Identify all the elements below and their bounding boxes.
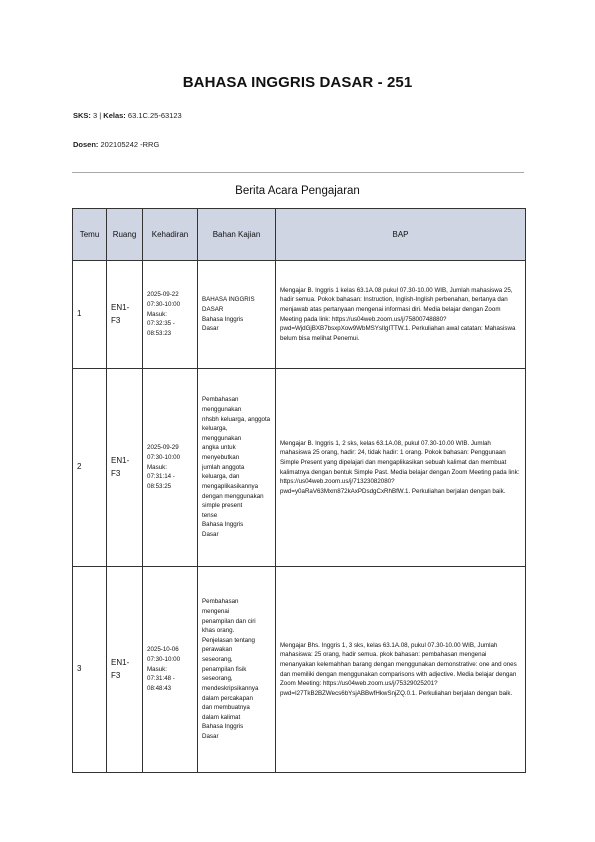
- cell-kehadiran-line: 07:32:35 -: [147, 320, 175, 328]
- cell-kehadiran-line: 2025-10-06: [147, 646, 179, 654]
- cell-bahan-kajian-line: penampilan dan ciri: [202, 617, 256, 625]
- cell-bahan-kajian-line: dengan menggunakan: [202, 492, 264, 500]
- cell-ruang: EN1-F3: [107, 567, 143, 773]
- sks-value: 3 |: [90, 111, 104, 120]
- cell-bahan-kajian-line: menyebutkan: [202, 454, 240, 462]
- cell-bahan-kajian-line: keluarga, dan: [202, 473, 240, 481]
- cell-kehadiran-line: Masuk:: [147, 665, 167, 673]
- cell-bahan-kajian-line: dan membuatnya: [202, 704, 250, 712]
- table-row: [73, 261, 526, 369]
- header-kehadiran: Kehadiran: [143, 209, 198, 261]
- cell-kehadiran: [143, 567, 198, 773]
- cell-bahan-kajian-line: penampilan fisik: [202, 665, 247, 673]
- cell-bahan-kajian-line: seseorang,: [202, 675, 233, 683]
- cell-bahan-kajian: [198, 369, 276, 567]
- table-row: [73, 369, 526, 567]
- cell-bahan-kajian-line: menggunakan: [202, 406, 242, 414]
- cell-bahan-kajian-line: nhsbh keluarga, anggota: [202, 415, 271, 423]
- cell-kehadiran-line: 07:31:14 -: [147, 473, 175, 481]
- cell-bahan-kajian-line: seseorang,: [202, 656, 233, 664]
- dosen-value: 202105242 -RRG: [98, 140, 160, 149]
- cell-bahan-kajian-line: dalam percakapan: [202, 694, 253, 702]
- header-bap: BAP: [276, 209, 526, 261]
- cell-bahan-kajian-line: dalam kalimat: [202, 713, 241, 721]
- kelas-value: 63.1C.25-63123: [125, 111, 182, 120]
- cell-bahan-kajian-line: perawakan: [202, 646, 233, 654]
- cell-kehadiran-line: 07:31:48 -: [147, 675, 175, 683]
- cell-bahan-kajian-line: simple present: [202, 502, 243, 510]
- cell-kehadiran-line: Masuk:: [147, 463, 167, 471]
- cell-bahan-kajian-line: jumlah anggota: [202, 463, 245, 471]
- cell-bahan-kajian-line: DASAR: [202, 305, 224, 313]
- cell-bahan-kajian-line: menggunakan: [202, 434, 242, 442]
- cell-bahan-kajian-line: khas orang.: [202, 627, 235, 635]
- cell-bahan-kajian-line: Bahasa Inggris: [202, 723, 244, 731]
- header-temu: Temu: [73, 209, 107, 261]
- cell-ruang: EN1-F3: [107, 369, 143, 567]
- cell-bahan-kajian: [198, 261, 276, 369]
- cell-bahan-kajian-line: mendeskripsikannya: [202, 684, 259, 692]
- cell-bahan-kajian-line: mengaplikasikannya: [202, 482, 259, 490]
- table-row: [73, 567, 526, 773]
- sks-label: SKS:: [73, 111, 91, 120]
- cell-bahan-kajian-line: Bahasa Inggris: [202, 315, 244, 323]
- header-bahan-kajian: Bahan Kajian: [198, 209, 276, 261]
- cell-kehadiran-line: 07:30-10:00: [147, 454, 181, 462]
- cell-temu: 1: [73, 261, 107, 369]
- header-ruang: Ruang: [107, 209, 143, 261]
- course-title: BAHASA INGGRIS DASAR - 251: [182, 74, 413, 91]
- cell-temu: 2: [73, 369, 107, 567]
- divider: [72, 172, 524, 173]
- cell-kehadiran: [143, 261, 198, 369]
- cell-bahan-kajian-line: mengenai: [202, 608, 230, 616]
- cell-bap: Mengajar B. Inggris 1, 2 sks, kelas 63.1A.08, pukul 07.30-10.00 WIB. Jumlah mahasiswa 25 orang, hadir: 24, tidak hadir: 1 orang. Pokok bahasan: Penggunaan Simple Present yang dipelajari dan mengaplikasikan sebuah kalimat dan membuat kalimatnya dengan bentuk Simple Past. Media belajar dengan Zoom Meeting pada link: https://us04web.zoom.us/j/71323082080?pwd=y0aRaV63Mxm872kAxPDsdgCxRhBfW.1. Perkuliahan berjalan dengan baik.: [276, 369, 526, 567]
- lecturer-meta: [73, 140, 159, 149]
- cell-kehadiran-line: 08:53:25: [147, 482, 172, 490]
- cell-bahan-kajian-line: BAHASA INGGRIS: [202, 296, 255, 304]
- cell-bap: Mengajar B. Inggris 1 kelas 63.1A.08 pukul 07.30-10.00 WIB, Jumlah mahasiswa 25, hadir semua. Pokok bahasan: Instruction, Inglish-Inglish perbenahan, bertanya dan menjawab atas pertanyaan mengenai informasi diri. Media belajar dengan Zoom Meeting pada link: https://us04web.zoom.us/j/75800748880?pwd=WjdGjBXB7bsxpXow9WbMSYslIgITTW.1. Perkuliahan awal catatan: Mahasiswa belum bisa melihat Penemui.: [276, 261, 526, 369]
- cell-bahan-kajian-line: Bahasa Inggris: [202, 521, 244, 529]
- cell-bahan-kajian-line: Pembahasan: [202, 598, 239, 606]
- cell-kehadiran-line: 08:48:43: [147, 684, 172, 692]
- cell-kehadiran: [143, 369, 198, 567]
- cell-bahan-kajian-line: Penjelasan tentang: [202, 636, 255, 644]
- cell-kehadiran-line: 08:53:23: [147, 329, 172, 337]
- cell-bahan-kajian-line: Pembahasan: [202, 396, 239, 404]
- cell-kehadiran-line: 07:30-10:00: [147, 301, 181, 309]
- cell-kehadiran-line: 2025-09-22: [147, 291, 179, 299]
- dosen-label: Dosen:: [73, 140, 99, 149]
- cell-kehadiran-line: 07:30-10:00: [147, 656, 181, 664]
- cell-ruang: EN1-F3: [107, 261, 143, 369]
- course-meta: [73, 111, 182, 120]
- cell-kehadiran-line: Masuk:: [147, 310, 167, 318]
- cell-temu: 3: [73, 567, 107, 773]
- cell-bahan-kajian: [198, 567, 276, 773]
- cell-bahan-kajian-line: Dasar: [202, 530, 219, 538]
- cell-bahan-kajian-line: angka untuk: [202, 444, 236, 452]
- table-header-row: [73, 209, 526, 261]
- cell-bahan-kajian-line: keluarga,: [202, 425, 228, 433]
- section-title: Berita Acara Pengajaran: [235, 185, 360, 197]
- cell-bahan-kajian-line: tense: [202, 511, 218, 519]
- cell-kehadiran-line: 2025-09-29: [147, 444, 179, 452]
- cell-bahan-kajian-line: Dasar: [202, 325, 219, 333]
- cell-bahan-kajian-line: Dasar: [202, 732, 219, 740]
- kelas-label: Kelas:: [103, 111, 126, 120]
- bap-table: [72, 208, 526, 773]
- cell-bap: Mengajar Bhs. Inggris 1, 3 sks, kelas 63.1A.08, pukul 07.30-10.00 WIB, Jumlah mahasiswa: 25 orang, hadir semua. pkok bahasan: pembahasan mengenai menanyakan kelemahhan barang dengan menggunakan demonstrative: one and ones dan memiliki dengan menggunakan comparisons with adjective. Media belajar dengan Zoom Meeting: https://us04web.zoom.us/j/75329025201?pwd=I27TkB2BZWecs6bYsjABBwfHkwSnjZQ.0.1. Perkuliahan berjalan dengan baik.: [276, 567, 526, 773]
